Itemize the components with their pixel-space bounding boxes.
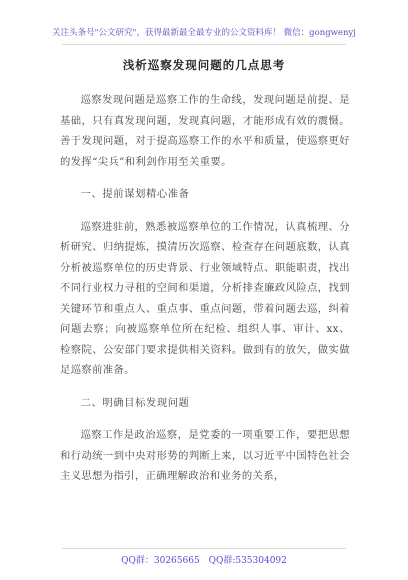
document-body	[60, 90, 350, 499]
header-divider	[62, 44, 346, 45]
footer-qq-group-2: QQ群:535304092	[208, 556, 287, 566]
document-title: 浅析巡察发现问题的几点思考	[122, 58, 286, 72]
header-promo-note: 关注头条号"公文研究"，获得最新最全最专业的公文资料库！ 微信：gongwenyj	[52, 28, 356, 38]
footer-divider	[62, 548, 346, 549]
footer-qq-group-1: QQ群：30265665	[121, 556, 200, 566]
footer-contact	[0, 553, 408, 566]
section-1-heading: 一、提前谋划精心准备	[80, 188, 190, 200]
section-1-paragraph: 巡察进驻前，熟悉被巡察单位的工作情况，认真梳理、分析研究、归纳提炼，摸清历次巡察、检查存在问题底数，认真分析被巡察单位的历史背景、行业领域特点、职能职责，找出不同行业权力寻租的空间和渠道，分析排查廉政风险点，找到关键环节和重点人、重点事、重点问题，带着问题去巡，纠着问题去察；向被巡察单位所在纪检、组织人事、审计、xx、检察院、公安部门要求提供相关资料。做到有的放矢，做实做足巡察前准备。	[60, 220, 350, 376]
section-2-heading: 二、明确目标发现问题	[80, 396, 190, 409]
section-2-paragraph: 巡察工作是政治巡察，是党委的一项重要工作，要把思想和行动统一到中央对形势的判断上来，以习近平中国特色社会主义思想为指引，正确理解政治和业务的关系，	[60, 429, 350, 482]
intro-paragraph: 巡察发现问题是巡察工作的生命线，发现问题是前提、是基础，只有真发现问题，发现真问题，才能形成有效的震慑。善于发现问题，对于提高巡察工作的水平和质量，使巡察更好的发挥“尖兵”和利剑作用至关重要。	[60, 94, 350, 168]
